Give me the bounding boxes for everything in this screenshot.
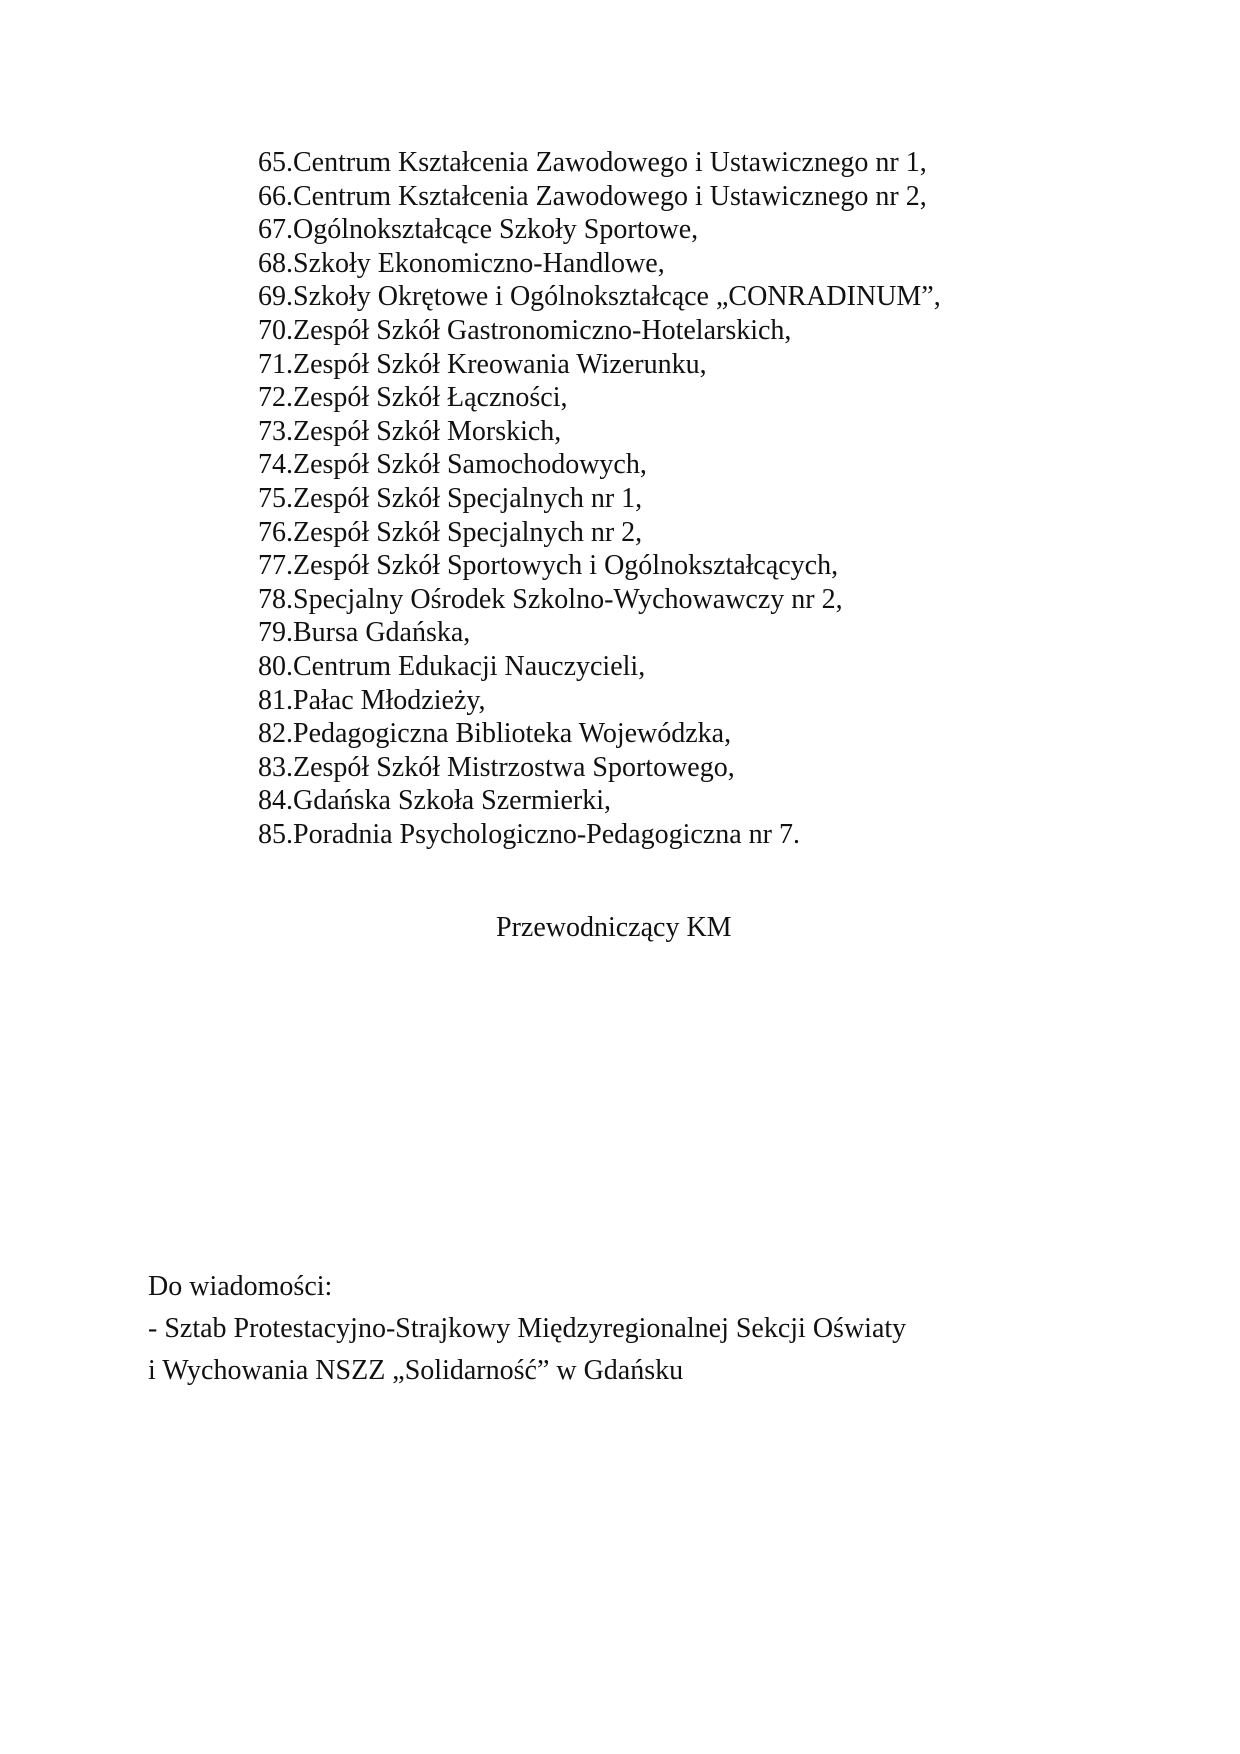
list-item: 81.Pałac Młodzieży, bbox=[258, 684, 486, 716]
list-item: 70.Zespół Szkół Gastronomiczno-Hotelarskich, bbox=[258, 314, 792, 346]
cc-recipient-line-2: i Wychowania NSZZ „Solidarność” w Gdańsku bbox=[148, 1355, 684, 1386]
cc-block bbox=[148, 1270, 1148, 1388]
list-item: 84.Gdańska Szkoła Szermierki, bbox=[258, 785, 612, 817]
list-item: 79.Bursa Gdańska, bbox=[258, 617, 471, 649]
list-item: 69.Szkoły Okrętowe i Ogólnokształcące „CONRADINUM”, bbox=[258, 281, 941, 313]
list-item: 66.Centrum Kształcenia Zawodowego i Ustawicznego nr 2, bbox=[258, 180, 927, 212]
school-list bbox=[258, 146, 941, 851]
list-item: 78.Specjalny Ośrodek Szkolno-Wychowawczy nr 2, bbox=[258, 583, 843, 615]
cc-heading: Do wiadomości: bbox=[148, 1271, 333, 1302]
list-item: 71.Zespół Szkół Kreowania Wizerunku, bbox=[258, 348, 707, 380]
signature-title: Przewodniczący KM bbox=[496, 912, 732, 943]
list-item: 80.Centrum Edukacji Nauczycieli, bbox=[258, 650, 646, 682]
list-item: 83.Zespół Szkół Mistrzostwa Sportowego, bbox=[258, 751, 735, 783]
cc-recipient-line-1: - Sztab Protestacyjno-Strajkowy Międzyregionalnej Sekcji Oświaty bbox=[148, 1313, 907, 1344]
list-item: 74.Zespół Szkół Samochodowych, bbox=[258, 449, 647, 481]
list-item: 85.Poradnia Psychologiczno-Pedagogiczna nr 7. bbox=[258, 818, 800, 850]
list-item: 68.Szkoły Ekonomiczno-Handlowe, bbox=[258, 247, 665, 279]
list-item: 82.Pedagogiczna Biblioteka Wojewódzka, bbox=[258, 718, 732, 750]
list-item: 77.Zespół Szkół Sportowych i Ogólnokształcących, bbox=[258, 550, 839, 582]
list-item: 72.Zespół Szkół Łączności, bbox=[258, 382, 568, 414]
list-item: 65.Centrum Kształcenia Zawodowego i Ustawicznego nr 1, bbox=[258, 147, 927, 178]
list-item: 67.Ogólnokształcące Szkoły Sportowe, bbox=[258, 214, 699, 246]
list-item: 75.Zespół Szkół Specjalnych nr 1, bbox=[258, 482, 643, 514]
list-item: 73.Zespół Szkół Morskich, bbox=[258, 415, 562, 447]
list-item: 76.Zespół Szkół Specjalnych nr 2, bbox=[258, 516, 643, 548]
